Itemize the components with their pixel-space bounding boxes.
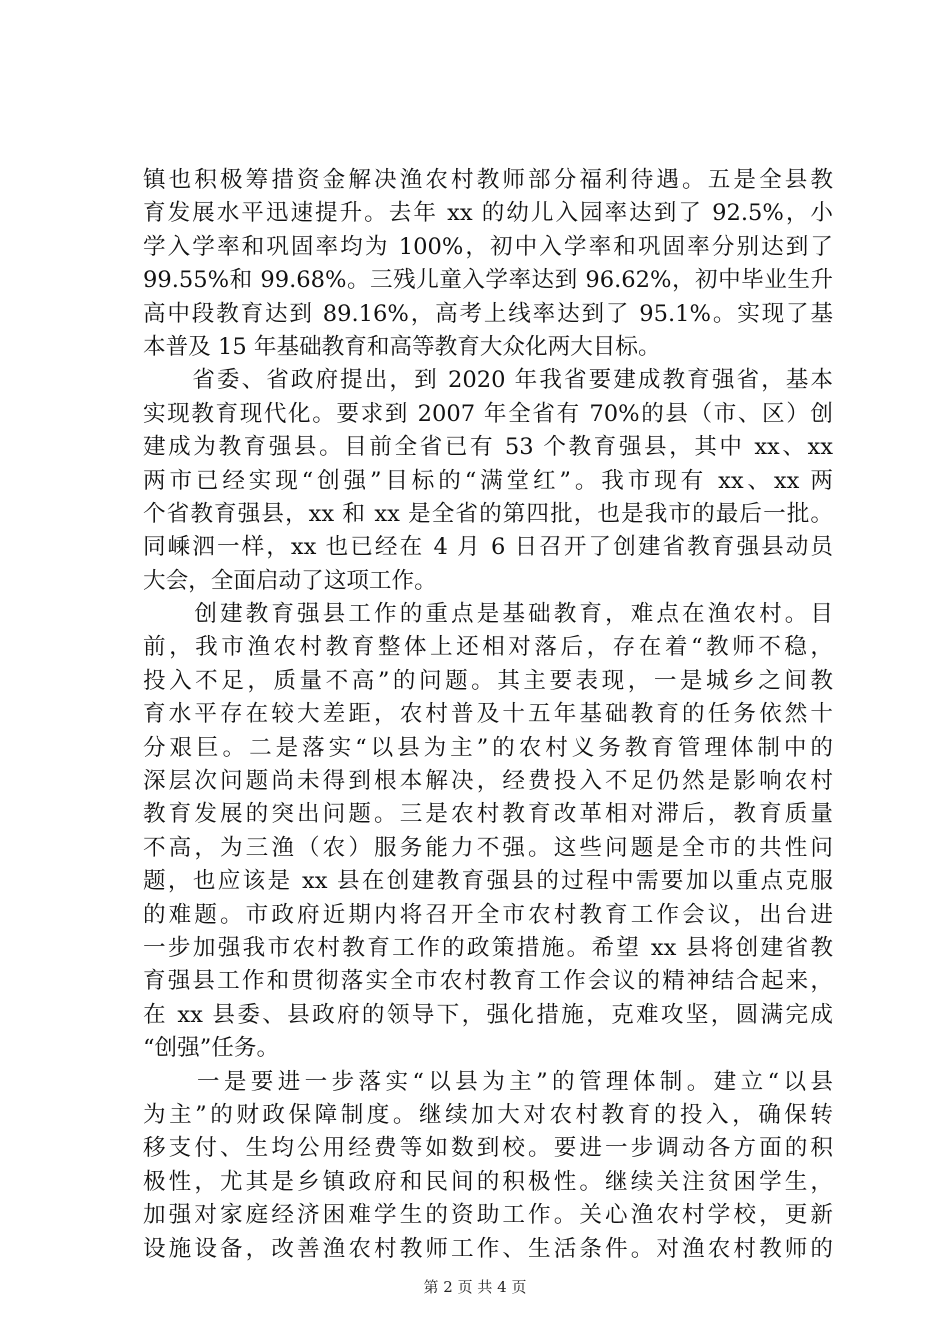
text-line: 个省教育强县，xx 和 xx 是全省的第四批，也是我市的最后一批。 [143,500,833,527]
text-line: 极性，尤其是乡镇政府和民间的积极性。继续关注贫困学生， [143,1168,833,1195]
text-line: 的难题。市政府近期内将召开全市农村教育工作会议，出台进 [143,901,833,928]
text-line: 在 xx 县委、县政府的领导下，强化措施，克难攻坚，圆满完成 [143,1001,833,1028]
text-line: 本普及 15 年基础教育和高等教育大众化两大目标。 [143,333,661,360]
text-line: 加强对家庭经济困难学生的资助工作。关心渔农村学校，更新 [143,1202,833,1229]
text-line: 一是要进一步落实“以县为主”的管理体制。建立“以县 [143,1068,833,1095]
text-line: 育水平存在较大差距，农村普及十五年基础教育的任务依然十 [143,701,833,728]
text-line: 育强县工作和贯彻落实全市农村教育工作会议的精神结合起来， [143,968,833,995]
document-body [143,164,833,1266]
text-line: 移支付、生均公用经费等如数到校。要进一步调动各方面的积 [143,1135,833,1162]
text-line: 建成为教育强县。目前全省已有 53 个教育强县，其中 xx、xx [143,434,833,461]
text-line: 一步加强我市农村教育工作的政策措施。希望 xx 县将创建省教 [143,934,833,961]
text-line: 99.55%和 99.68%。三残儿童入学率达到 96.62%，初中毕业生升 [143,267,833,294]
text-line: 分艰巨。二是落实“以县为主”的农村义务教育管理体制中的 [143,734,833,761]
text-line: 实现教育现代化。要求到 2007 年全省有 70%的县（市、区）创 [143,400,833,427]
page-footer: 第 2 页 共 4 页 [423,1278,527,1296]
text-line: 前，我市渔农村教育整体上还相对落后，存在着“教师不稳， [143,634,833,661]
text-line: 镇也积极筹措资金解决渔农村教师部分福利待遇。五是全县教 [143,167,833,193]
text-line: 教育发展的突出问题。三是农村教育改革相对滞后，教育质量 [143,801,833,828]
text-line: 大会，全面启动了这项工作。 [143,567,437,594]
text-line: 设施设备，改善渔农村教师工作、生活条件。对渔农村教师的 [143,1235,833,1262]
text-line: 高中段教育达到 89.16%，高考上线率达到了 95.1%。实现了基 [143,300,833,327]
text-line: 学入学率和巩固率均为 100%，初中入学率和巩固率分别达到了 [143,233,833,260]
text-line: 不高，为三渔（农）服务能力不强。这些问题是全市的共性问 [143,834,833,861]
text-line: 省委、省政府提出，到 2020 年我省要建成教育强省，基本 [143,367,833,394]
text-line: “创强”任务。 [143,1035,280,1062]
text-line: 两市已经实现“创强”目标的“满堂红”。我市现有 xx、xx 两 [143,467,833,494]
text-line: 同嵊泗一样，xx 也已经在 4 月 6 日召开了创建省教育强县动员 [143,534,833,561]
text-line: 创建教育强县工作的重点是基础教育，难点在渔农村。目 [143,601,833,628]
text-line: 为主”的财政保障制度。继续加大对农村教育的投入，确保转 [143,1101,833,1128]
text-line: 育发展水平迅速提升。去年 xx 的幼儿入园率达到了 92.5%，小 [143,200,833,227]
text-line: 投入不足，质量不高”的问题。其主要表现，一是城乡之间教 [143,667,833,694]
text-line: 深层次问题尚未得到根本解决，经费投入不足仍然是影响农村 [143,768,833,795]
text-line: 题，也应该是 xx 县在创建教育强县的过程中需要加以重点克服 [143,868,833,895]
